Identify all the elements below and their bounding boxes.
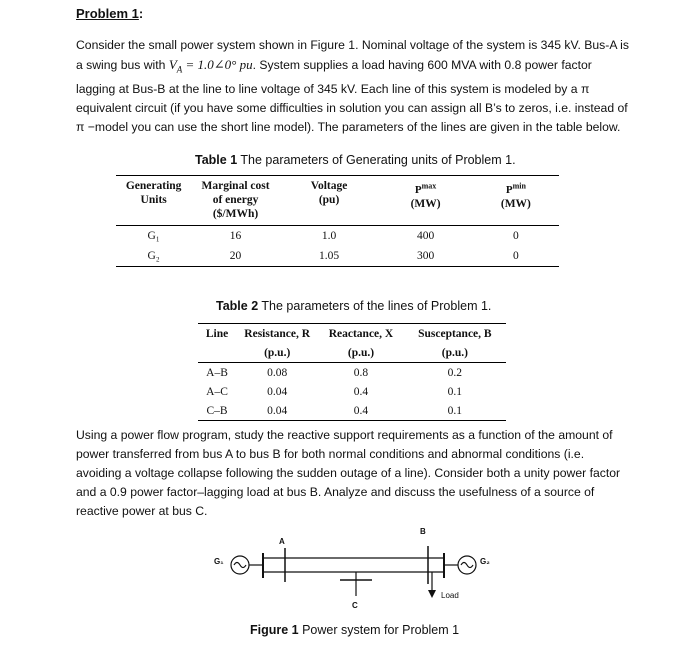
col-resistance: Resistance, R [244, 328, 311, 340]
cell-voltage: 1.05 [319, 250, 340, 262]
cell-unit: G₁ [147, 230, 160, 242]
cell-susceptance: 0.1 [447, 385, 463, 398]
g2-sine-icon [461, 563, 473, 568]
task-description: Using a power flow program, study the reactive support requirements as a function of the amount of power transferred from bus A to bus B for both normal conditions and abnormal conditions (i.e. avoiding a voltage collapse following the sudden outage of a line). Consider both a unity power factor and a 0.9 power factor–lagging load at bus B. Analyze and discuss the usefulness of a source of reactive power at bus C. [76, 428, 621, 518]
figure-caption: Figure 1 Power system for Problem 1 [250, 623, 460, 637]
col-reactance: Reactance, X [328, 328, 394, 340]
g2-label: G₂ [480, 557, 490, 566]
col-resistance-unit: (p.u.) [264, 347, 291, 359]
cell-susceptance: 0.2 [447, 366, 463, 379]
cell-pmin: 0 [513, 250, 519, 262]
load-arrow-icon [428, 590, 436, 598]
col-line: Line [205, 328, 229, 340]
g1-label: G₁ [214, 557, 224, 566]
cell-cost: 16 [229, 230, 242, 242]
cell-reactance: 0.8 [353, 366, 369, 379]
cell-reactance: 0.4 [353, 385, 369, 398]
cell-reactance: 0.4 [353, 404, 369, 417]
cell-line: C–B [206, 404, 228, 417]
col-generating-units: Generating Units [125, 180, 182, 206]
cell-pmax: 300 [416, 250, 435, 262]
cell-susceptance: 0.1 [447, 404, 463, 417]
cell-cost: 20 [229, 250, 242, 262]
col-marginal-cost: Marginal cost of energy ($/MWh) [201, 180, 270, 220]
cell-voltage: 1.0 [321, 230, 337, 242]
col-susceptance: Susceptance, B [418, 328, 492, 340]
table2-caption: Table 2 The parameters of the lines of Problem 1. [216, 299, 492, 313]
col-pmax: $P^{max}$ (MW) [410, 181, 441, 210]
col-susceptance-unit: (p.u.) [441, 347, 468, 359]
table1-caption: Table 1 The parameters of Generating units of Problem 1. [195, 153, 516, 167]
cell-unit: G₂ [147, 250, 160, 262]
g1-sine-icon [234, 563, 246, 568]
swing-bus-voltage: $V_A$ = 1.0∠0° pu [168, 57, 253, 75]
col-pmin: $P^{min}$ (MW) [500, 181, 531, 210]
bus-a-label: A [279, 537, 285, 546]
cell-resistance: 0.08 [267, 366, 288, 379]
cell-pmin: 0 [513, 230, 519, 242]
cell-resistance: 0.04 [267, 404, 288, 417]
bus-b-label: B [420, 527, 426, 536]
load-label: Load [441, 591, 459, 600]
cell-resistance: 0.04 [267, 385, 288, 398]
cell-line: A–C [206, 385, 228, 398]
problem-statement: Consider the small power system shown in Figure 1. Nominal voltage of the system is 345 kV. Bus-A is a swing bus with $V_A$ = 1.0∠0° pu. System supplies a load having 600 MVA with 0.8 power factor lagging at Bus-B at the line to line voltage of 345 kV. Each line of this system is modeled by a π equivalent circuit (if you have some difficulties in solution you can assign all B’s to zeros, i.e. instead of π −model you can use the short line model). The parameters of the lines are given in the table below. [76, 38, 629, 134]
bus-c-label: C [352, 601, 358, 610]
col-reactance-unit: (p.u.) [347, 347, 375, 359]
problem-heading: Problem 1: [76, 6, 144, 21]
cell-line: A–B [206, 366, 228, 379]
cell-pmax: 400 [416, 230, 435, 242]
col-voltage: Voltage (pu) [310, 180, 348, 206]
